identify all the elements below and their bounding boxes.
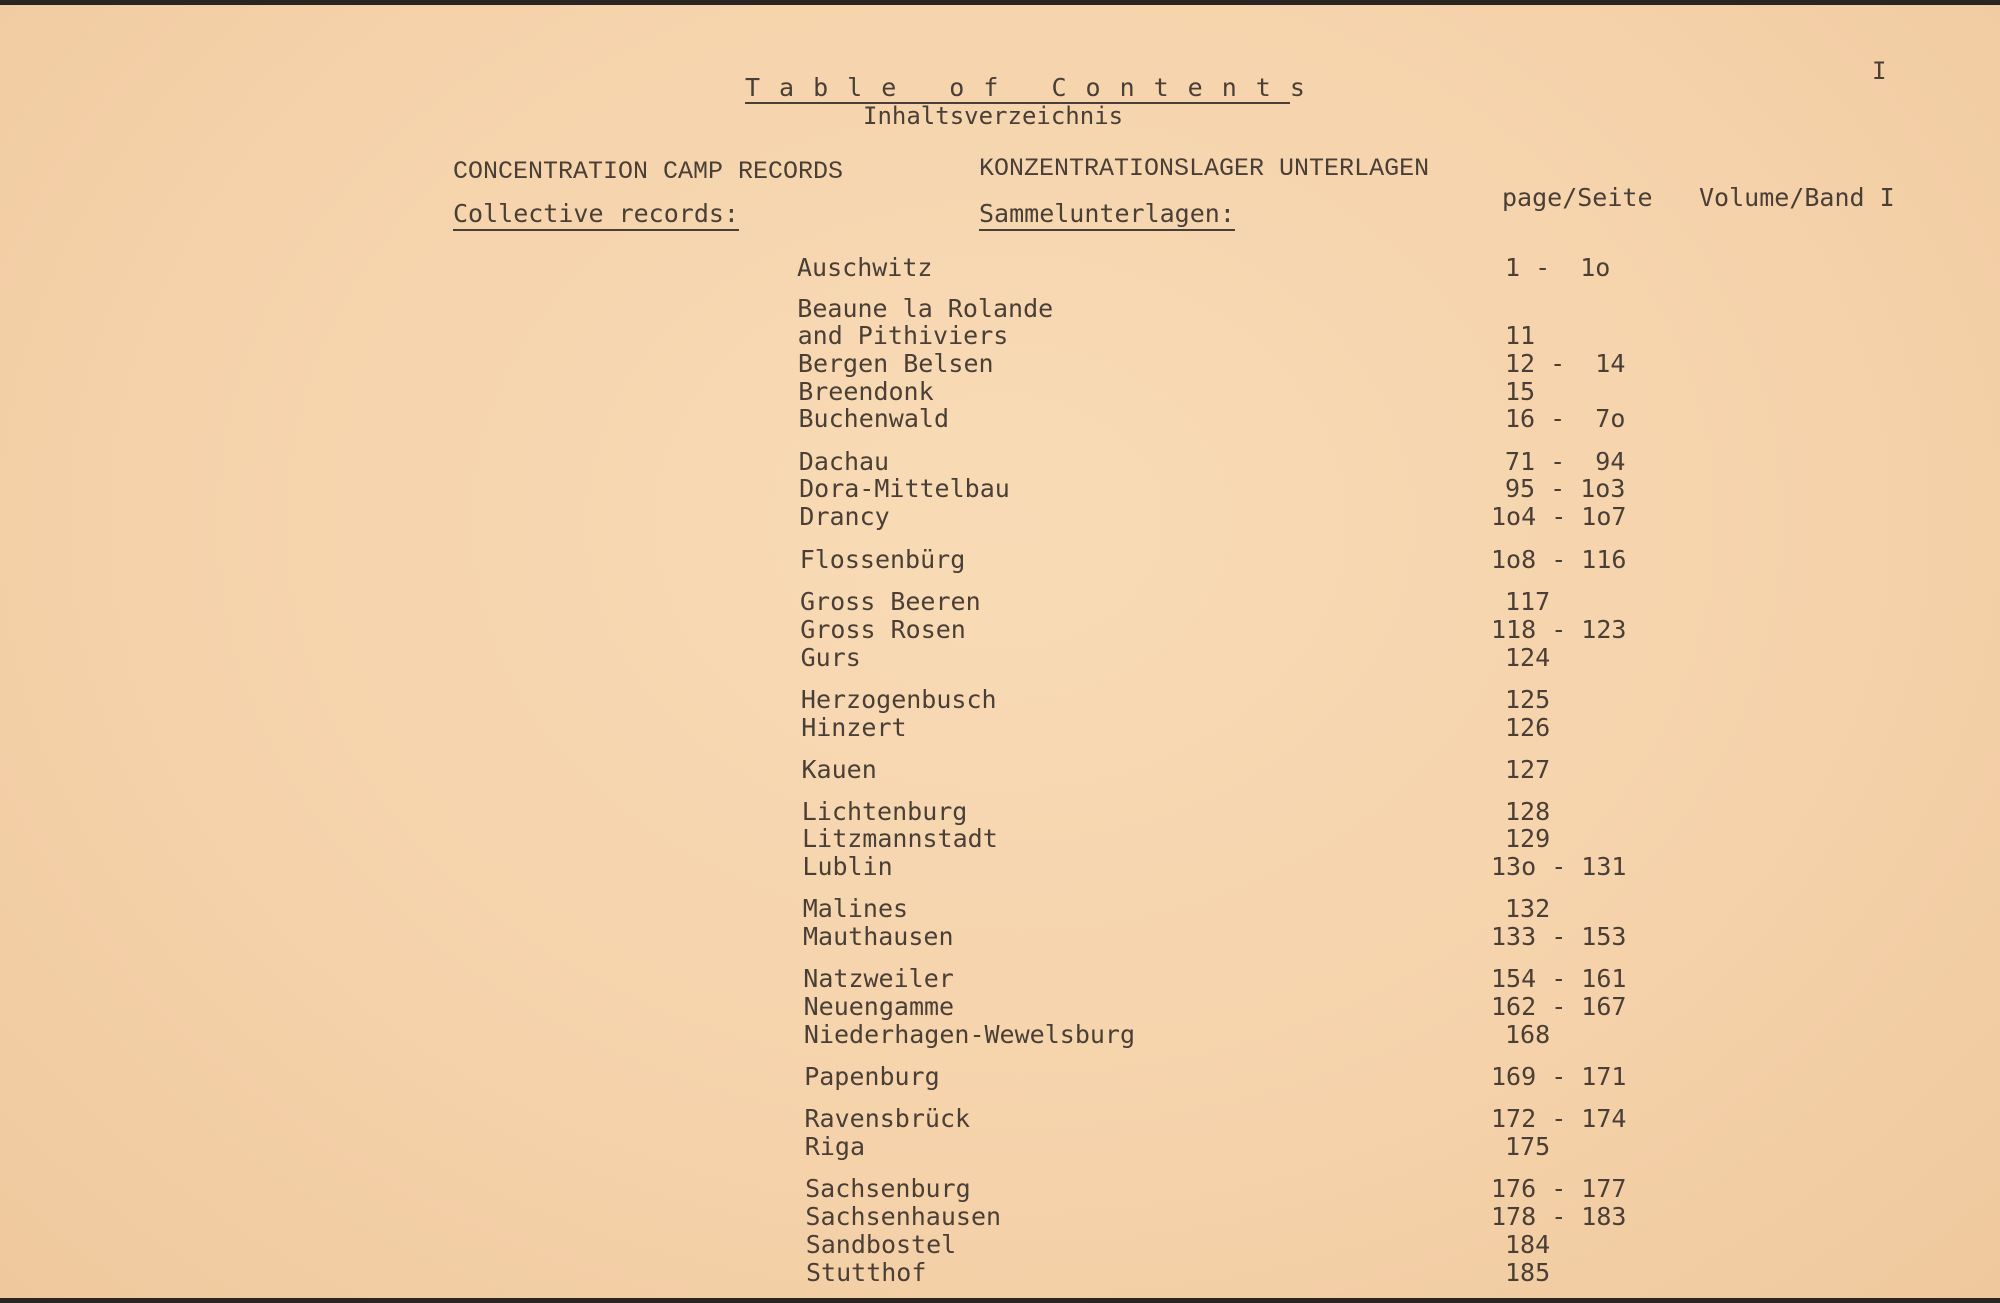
collective-records-de: Sammelunterlagen:: [979, 201, 1235, 231]
entry-pages: 1o4 - 1o7: [1491, 502, 1627, 531]
entry-pages: 71 - 94: [1505, 447, 1626, 476]
entry-pages: 168: [1505, 1020, 1551, 1049]
entry-name: Sachsenhausen: [805, 1202, 1002, 1231]
entry-pages: 11: [1505, 321, 1536, 350]
entry-pages: 15: [1505, 377, 1536, 406]
entry-name: and Pithiviers: [797, 321, 1009, 350]
entry-pages: 127: [1505, 755, 1551, 784]
entry-pages: 169 - 171: [1491, 1062, 1627, 1091]
entry-pages: 154 - 161: [1491, 964, 1627, 993]
page-title: Table of Contents: [745, 73, 1324, 102]
entry-name: Niederhagen-Wewelsburg: [803, 1020, 1136, 1049]
entry-name: Sachsenburg: [805, 1174, 971, 1203]
entry-name: Neuengamme: [803, 992, 955, 1021]
entry-name: Stutthof: [806, 1258, 927, 1287]
entry-name: Flossenbürg: [799, 545, 966, 574]
entry-name: Sandbostel: [805, 1230, 957, 1259]
entry-name: Herzogenbusch: [800, 685, 997, 714]
entry-name: Kauen: [801, 755, 877, 784]
entry-name: Litzmannstadt: [802, 824, 998, 853]
entry-name: Hinzert: [801, 713, 907, 742]
entry-pages: 133 - 153: [1491, 922, 1627, 951]
document-page: [0, 5, 2000, 1298]
entry-name: Lublin: [802, 852, 893, 881]
entry-pages: 95 - 1o3: [1505, 474, 1626, 503]
entry-pages: 176 - 177: [1491, 1174, 1627, 1203]
entry-pages: 1 - 1o: [1505, 253, 1611, 282]
entry-name: Beaune la Rolande: [797, 294, 1054, 323]
entry-pages: 124: [1505, 643, 1551, 672]
entry-name: Ravensbrück: [804, 1104, 971, 1133]
entry-pages: 125: [1505, 685, 1551, 714]
entry-pages: 12 - 14: [1505, 349, 1626, 378]
entry-name: Papenburg: [804, 1062, 940, 1091]
entry-name: Dachau: [798, 447, 890, 476]
entry-pages: 128: [1505, 797, 1551, 826]
section-heading-en: CONCENTRATION CAMP RECORDS: [453, 157, 844, 186]
entry-pages: 184: [1505, 1230, 1551, 1259]
entry-name: Riga: [804, 1132, 866, 1161]
entry-name: Malines: [802, 894, 909, 923]
entry-pages: 16 - 7o: [1505, 404, 1626, 433]
entry-pages: 172 - 174: [1491, 1104, 1627, 1133]
entry-pages: 162 - 167: [1491, 992, 1627, 1021]
entry-name: Dora-Mittelbau: [799, 474, 1010, 503]
entry-name: Auschwitz: [797, 253, 933, 282]
entry-pages: 185: [1505, 1258, 1551, 1287]
entry-pages: 117: [1505, 587, 1551, 616]
entry-name: Buchenwald: [798, 404, 950, 433]
entry-pages: 126: [1505, 713, 1551, 742]
entry-name: Gross Beeren: [800, 587, 981, 616]
entry-pages: 13o - 131: [1491, 852, 1627, 881]
entry-name: Bergen Belsen: [797, 349, 994, 378]
entry-name: Drancy: [799, 502, 890, 531]
section-heading-de: KONZENTRATIONSLAGER UNTERLAGEN: [979, 154, 1430, 183]
entry-pages: 1o8 - 116: [1491, 545, 1627, 574]
entry-pages: 129: [1505, 824, 1551, 853]
page-column-header: page/Seite: [1502, 183, 1653, 212]
entry-pages: 178 - 183: [1491, 1202, 1627, 1231]
volume-column-header: Volume/Band I: [1699, 183, 1895, 212]
entry-name: Gross Rosen: [800, 615, 966, 644]
entry-name: Mauthausen: [803, 922, 954, 951]
entry-pages: 175: [1505, 1132, 1551, 1161]
page-number: I: [1872, 57, 1887, 85]
entry-name: Lichtenburg: [801, 797, 968, 826]
entry-name: Breendonk: [798, 377, 934, 406]
entry-pages: 132: [1505, 894, 1551, 923]
entry-name: Gurs: [800, 643, 861, 672]
entry-name: Natzweiler: [803, 964, 954, 993]
page-subtitle: Inhaltsverzeichnis: [863, 102, 1124, 130]
collective-records-en: Collective records:: [453, 201, 739, 231]
entry-pages: 118 - 123: [1491, 615, 1627, 644]
